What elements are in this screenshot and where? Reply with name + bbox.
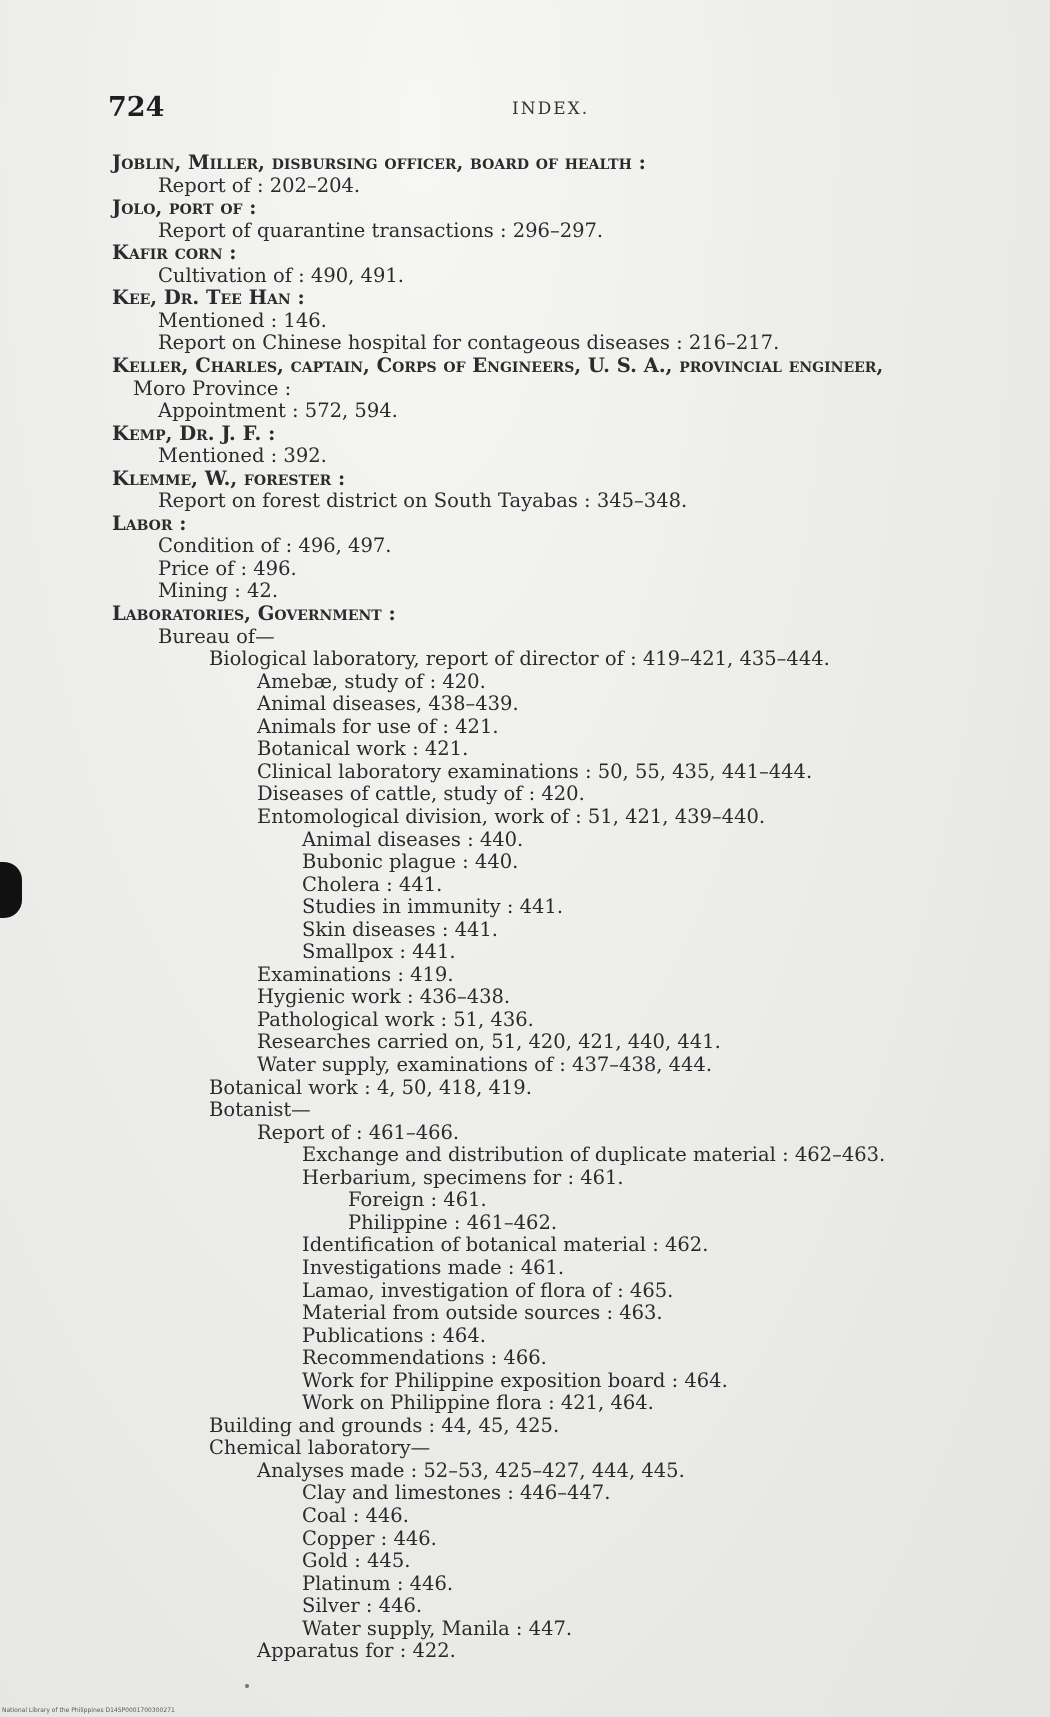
- index-heading: Keller, Charles, captain, Corps of Engineers, U. S. A., provincial engineer,: [112, 353, 884, 377]
- index-entry: Studies in immunity : 441.: [302, 895, 564, 919]
- index-entry: Examinations : 419.: [257, 962, 454, 986]
- index-entry: Mining : 42.: [158, 579, 279, 603]
- index-entry: Appointment : 572, 594.: [158, 399, 398, 423]
- index-entry: Gold : 445.: [302, 1549, 411, 1573]
- index-entry: Investigations made : 461.: [302, 1255, 565, 1279]
- index-entry: Botanical work : 4, 50, 418, 419.: [209, 1075, 532, 1099]
- index-heading: Kee, Dr. Tee Han :: [112, 286, 305, 310]
- index-entry: Condition of : 496, 497.: [158, 534, 392, 558]
- index-entry: Biological laboratory, report of director of : 419–421, 435–444.: [209, 647, 830, 671]
- index-entry: Work on Philippine flora : 421, 464.: [302, 1391, 654, 1415]
- index-heading: Labor :: [112, 511, 187, 535]
- paper-speck: [245, 1684, 249, 1688]
- index-entry: Price of : 496.: [158, 556, 297, 580]
- index-heading: Joblin, Miller, disbursing officer, board of health :: [112, 151, 646, 174]
- index-entry: Identification of botanical material : 462.: [302, 1233, 709, 1257]
- index-entry: Mentioned : 392.: [158, 444, 327, 468]
- footer-credit: National Library of the Philippines D14SP0001700300271: [2, 1707, 175, 1714]
- index-entry: Report on forest district on South Tayabas : 345–348.: [158, 489, 688, 513]
- index-entry: Entomological division, work of : 51, 421, 439–440.: [257, 804, 766, 828]
- index-entry: Exchange and distribution of duplicate material : 462–463.: [302, 1143, 886, 1167]
- index-entry: Chemical laboratory—: [209, 1436, 431, 1460]
- index-heading: Laboratories, Government :: [112, 602, 396, 625]
- index-entry: Publications : 464.: [302, 1323, 486, 1347]
- index-entry: Philippine : 461–462.: [348, 1210, 558, 1234]
- index-heading: Klemme, W., forester :: [112, 466, 346, 490]
- index-entry: Report of : 202–204.: [158, 173, 361, 197]
- index-entry: Amebæ, study of : 420.: [257, 669, 486, 693]
- index-entry: Cultivation of : 490, 491.: [158, 263, 404, 287]
- index-entry: Foreign : 461.: [348, 1188, 487, 1212]
- running-head: INDEX.: [512, 99, 590, 119]
- index-entry: Animals for use of : 421.: [257, 714, 499, 738]
- index-entry: Building and grounds : 44, 45, 425.: [209, 1413, 560, 1437]
- index-entry: Water supply, Manila : 447.: [302, 1616, 573, 1640]
- index-entry: Water supply, examinations of : 437–438, 444.: [257, 1053, 713, 1076]
- index-entry: Report of : 461–466.: [257, 1120, 460, 1144]
- index-entry: Silver : 446.: [302, 1594, 423, 1618]
- index-entry: Copper : 446.: [302, 1526, 437, 1550]
- index-entry: Recommendations : 466.: [302, 1346, 547, 1370]
- index-entry: Material from outside sources : 463.: [302, 1301, 663, 1325]
- index-entry: Coal : 446.: [302, 1504, 409, 1527]
- index-entry: Report on Chinese hospital for contageous diseases : 216–217.: [158, 331, 780, 355]
- index-entry: Smallpox : 441.: [302, 940, 456, 964]
- index-entry: Animal diseases, 438–439.: [257, 692, 519, 716]
- index-heading: Jolo, port of :: [112, 196, 257, 220]
- binding-shadow: [0, 862, 22, 918]
- index-entry: Researches carried on, 51, 420, 421, 440, 441.: [257, 1030, 721, 1054]
- index-entry: Botanist—: [209, 1098, 311, 1122]
- index-entry: Animal diseases : 440.: [302, 827, 524, 851]
- index-entry: Work for Philippine exposition board : 464.: [302, 1368, 728, 1392]
- index-entry: Bureau of—: [158, 624, 275, 648]
- index-entry: Cholera : 441.: [302, 872, 443, 896]
- index-entry: Lamao, investigation of flora of : 465.: [302, 1278, 674, 1302]
- index-entry: Mentioned : 146.: [158, 308, 327, 332]
- index-entry: Report of quarantine transactions : 296–297.: [158, 218, 604, 242]
- index-heading: Kemp, Dr. J. F. :: [112, 421, 276, 445]
- index-entry: Apparatus for : 422.: [257, 1639, 456, 1663]
- index-entry: Diseases of cattle, study of : 420.: [257, 782, 585, 806]
- page-number: 724: [108, 92, 165, 123]
- index-entry: Botanical work : 421.: [257, 737, 469, 761]
- index-entry: Clinical laboratory examinations : 50, 55, 435, 441–444.: [257, 759, 813, 783]
- index-entry: Moro Province :: [133, 376, 292, 400]
- index-entry: Clay and limestones : 446–447.: [302, 1481, 611, 1505]
- index-entry: Pathological work : 51, 436.: [257, 1007, 534, 1031]
- index-entry: Hygienic work : 436–438.: [257, 985, 511, 1009]
- index-heading: Kafir corn :: [112, 241, 237, 265]
- index-entry: Platinum : 446.: [302, 1571, 454, 1595]
- index-entry: Bubonic plague : 440.: [302, 850, 519, 874]
- index-entry: Skin diseases : 441.: [302, 917, 498, 941]
- index-entry: Herbarium, specimens for : 461.: [302, 1165, 624, 1189]
- index-entry: Analyses made : 52–53, 425–427, 444, 445.: [257, 1458, 685, 1482]
